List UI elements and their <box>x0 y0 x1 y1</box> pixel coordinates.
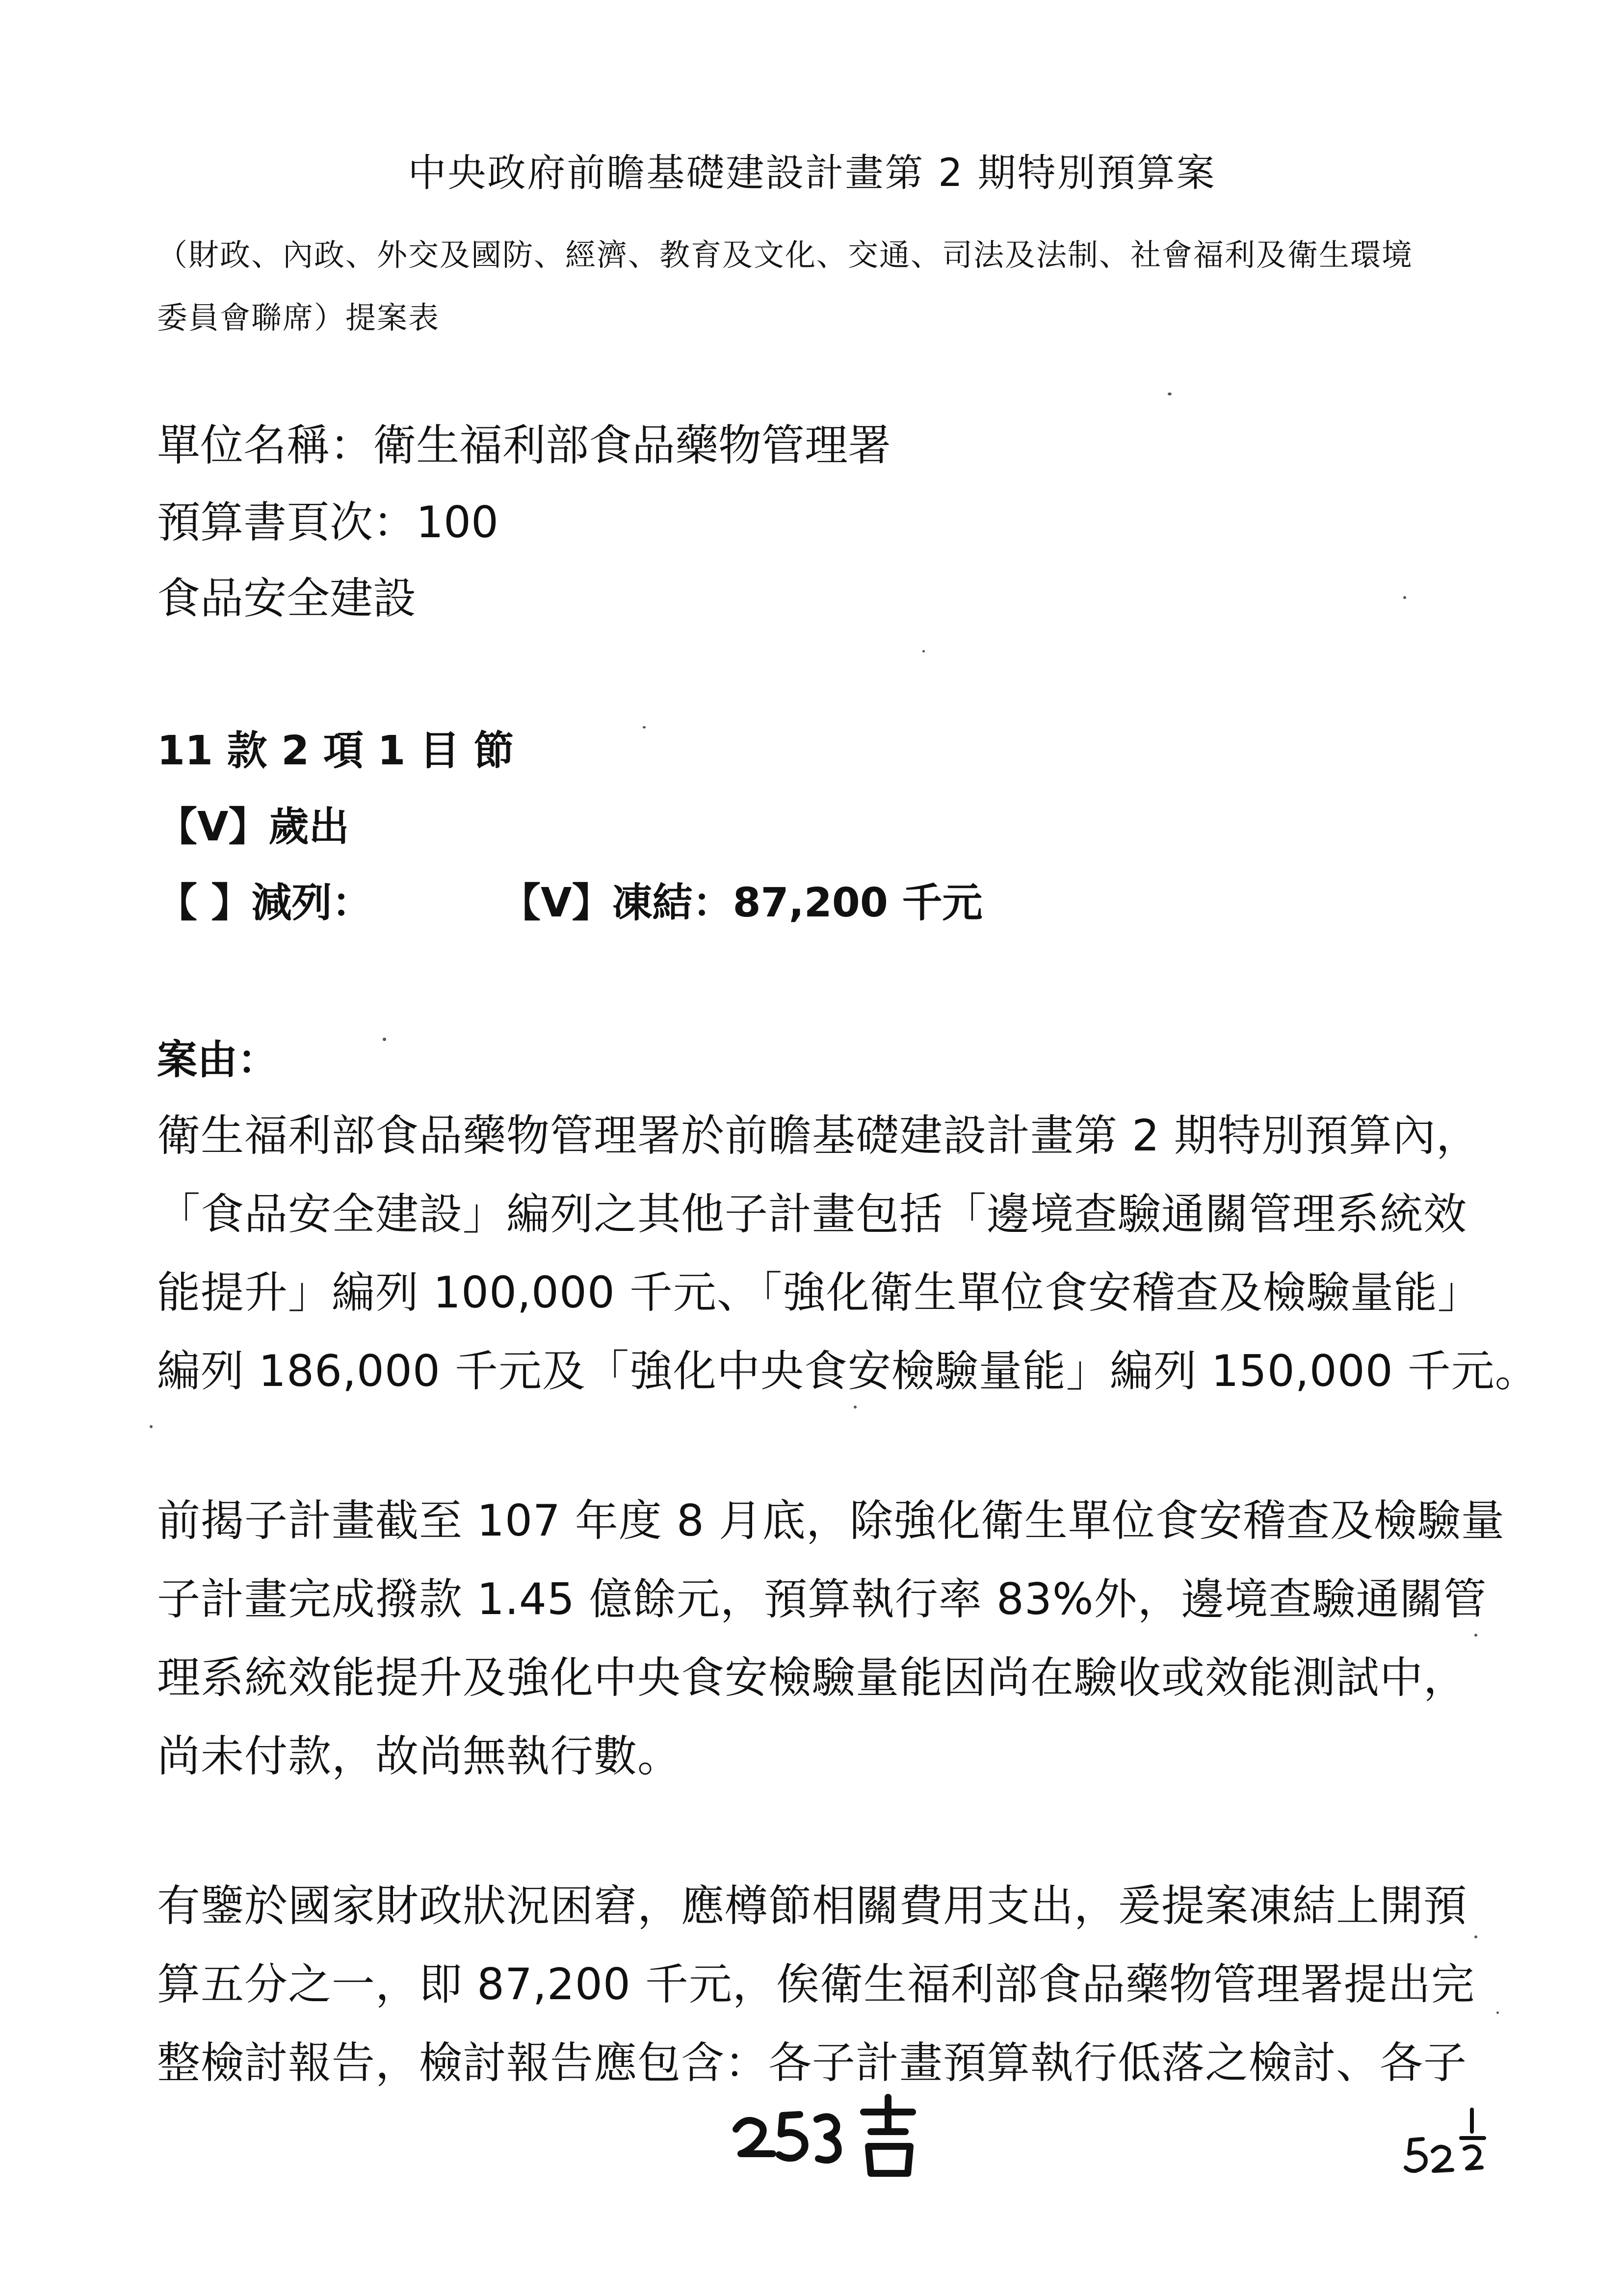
paragraph-line: 編列 186,000 千元及「強化中央食安檢驗量能」編列 150,000 千元。 <box>157 1346 1539 1396</box>
reduce-check: 【 】減列： <box>157 880 372 926</box>
committee-line-1: （財政、內政、外交及國防、經濟、教育及文化、交通、司法及法制、社會福利及衛生環境 <box>157 237 1414 273</box>
budget-page-number: 預算書頁次：100 <box>157 497 498 548</box>
paragraph-line: 算五分之一，即 87,200 千元，俟衛生福利部食品藥物管理署提出完 <box>157 1959 1475 2009</box>
program-name: 食品安全建設 <box>157 573 417 624</box>
document-title: 中央政府前瞻基礎建設計畫第 2 期特別預算案 <box>408 151 1216 195</box>
scan-speck <box>1403 596 1406 599</box>
paragraph-line: 衛生福利部食品藥物管理署於前瞻基礎建設計畫第 2 期特別預算內， <box>157 1110 1480 1161</box>
freeze-check: 【V】凍結：87,200 千元 <box>500 880 983 926</box>
scan-speck <box>854 1406 857 1409</box>
scan-speck <box>1474 1935 1477 1938</box>
paragraph-line: 整檢討報告，檢討報告應包含：各子計畫預算執行低落之檢討、各子 <box>157 2037 1467 2088</box>
paragraph-line: 能提升」編列 100,000 千元、「強化衛生單位食安稽查及檢驗量能」 <box>157 1267 1481 1318</box>
paragraph-line: 尚未付款，故尚無執行數。 <box>157 1731 681 1781</box>
paragraph-line: 前揭子計畫截至 107 年度 8 月底，除強化衛生單位食安稽查及檢驗量 <box>157 1495 1505 1546</box>
paragraph-line: 有鑒於國家財政狀況困窘，應樽節相關費用支出，爰提案凍結上開預 <box>157 1880 1467 1931</box>
scan-speck <box>643 726 646 729</box>
scan-speck <box>1496 2011 1499 2014</box>
expenditure-check: 【V】歲出 <box>157 804 349 850</box>
handwritten-note <box>726 2085 932 2183</box>
paragraph-line: 「食品安全建設」編列之其他子計畫包括「邊境查驗通關管理系統效 <box>157 1189 1467 1239</box>
unit-name: 單位名稱：衛生福利部食品藥物管理署 <box>157 420 891 470</box>
reason-label: 案由： <box>157 1037 278 1083</box>
scan-speck <box>1474 1634 1477 1637</box>
handwritten-page-mark <box>1403 2105 1492 2178</box>
budget-code: 11 款 2 項 1 目 節 <box>157 728 514 774</box>
scan-speck <box>922 650 925 652</box>
paragraph-line: 理系統效能提升及強化中央食安檢驗量能因尚在驗收或效能測試中， <box>157 1652 1467 1703</box>
paragraph-line: 子計畫完成撥款 1.45 億餘元，預算執行率 83%外，邊境查驗通關管 <box>157 1574 1487 1624</box>
scan-speck <box>150 1425 153 1428</box>
committee-line-2: 委員會聯席）提案表 <box>157 300 440 336</box>
scan-speck <box>383 1038 386 1041</box>
scan-speck <box>1168 392 1172 395</box>
